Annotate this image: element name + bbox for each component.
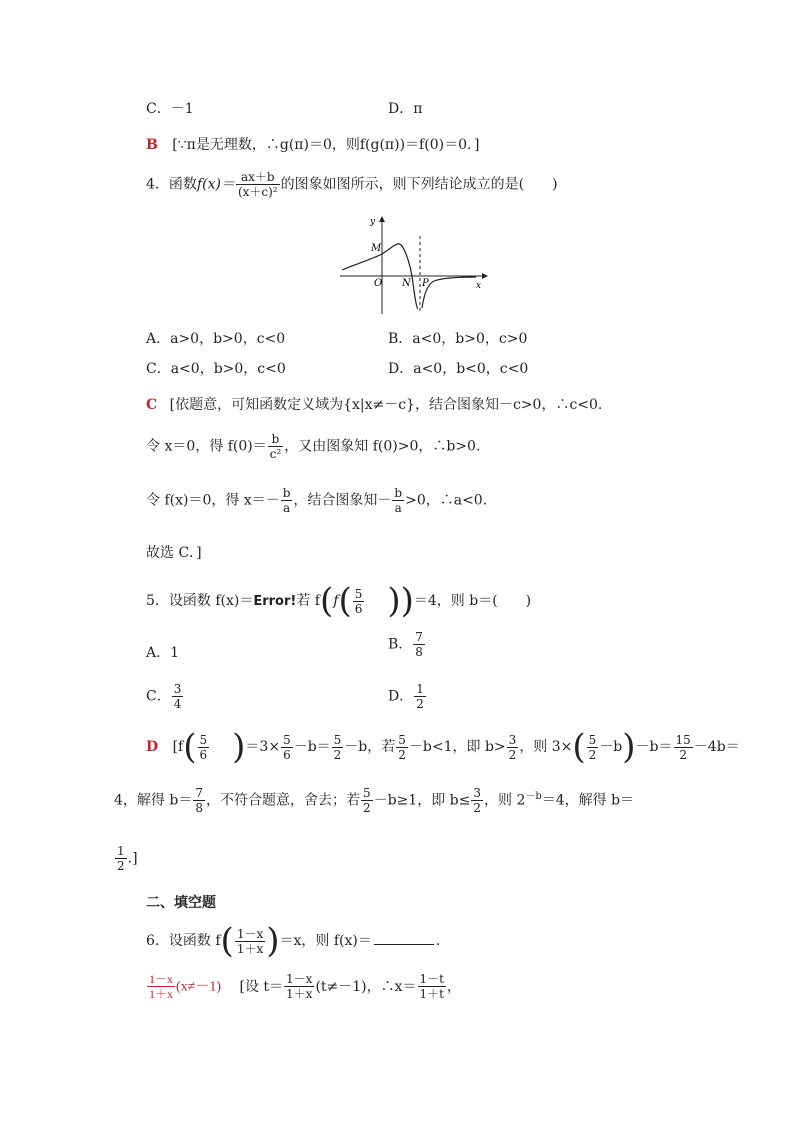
q4-answer-line4: 故选 C．] — [146, 545, 202, 561]
q6-answer — [146, 972, 461, 1001]
q4-ans3-frac1 — [281, 486, 293, 515]
q5-a2-b: ，不符合题意，舍去；若 — [205, 792, 360, 809]
q4-ans3-num2: b — [394, 486, 403, 500]
q5-a1-h: －b＝ — [635, 739, 673, 755]
q6-expl-b: (t≠－1)，∴x＝ — [315, 978, 417, 995]
q5-a2-f2d: 2 — [362, 801, 371, 815]
q3-answer — [146, 134, 479, 154]
q4-answer-line3 — [146, 486, 487, 515]
q5-a3-fn: 1 — [117, 844, 125, 858]
q6-expl-den: 1＋x — [286, 987, 313, 1001]
q5-a3-fd: 2 — [117, 859, 125, 873]
q5-a2-d: ，则 2 — [484, 792, 526, 809]
q5-a1: [f — [172, 739, 184, 755]
q5-a1-d: －b，若 — [344, 739, 396, 755]
q4-ans3-a: 令 f(x)＝0，得 x＝－ — [146, 492, 280, 509]
q3-answer-text: [∵π是无理数，∴g(π)＝0，则f(g(π))＝f(0)＝0．] — [172, 137, 480, 153]
y-axis-arrow-icon — [379, 216, 385, 222]
q5-a1-f7d: 2 — [679, 747, 687, 762]
q5-stem: 5．设函数 f(x)＝Error!若 f(f( $\frac{5}{6}$ ))＝4，则 b＝( ) — [146, 581, 532, 621]
q5-a1-f5n: 3 — [508, 732, 517, 747]
q4-frac-num: ax＋b — [236, 170, 280, 185]
q5-a1-c: －b＝ — [293, 739, 331, 755]
q6-ans-cond: (x≠－1) — [176, 979, 222, 995]
q5-stem-frac — [353, 587, 365, 616]
q5-a1-f4n: 5 — [398, 732, 406, 747]
q4-frac-den: (x＋c)² — [237, 185, 278, 199]
origin-label: O — [374, 278, 383, 289]
q6-expl-den2: 1＋t — [419, 987, 444, 1001]
q5-a1-f3n: 5 — [333, 732, 342, 747]
q5-a2-exp: －b — [525, 790, 542, 802]
q5-a1-f6d: 2 — [588, 747, 597, 762]
q4-stem-rest: 的图象如图所示，则下列结论成立的是( ) — [280, 176, 558, 193]
q5-option-d — [388, 682, 427, 711]
q5-a1-f: ，则 3× — [519, 739, 573, 755]
q5-stem-c: ＝4，则 b＝( ) — [413, 593, 532, 609]
q5-a2-f1d: 8 — [195, 801, 203, 815]
q5-optC-label: C． — [146, 688, 171, 705]
q4-option-a: A．a>0，b>0，c<0 — [146, 331, 286, 347]
q5-optC-num: 3 — [173, 682, 182, 696]
q5-optC-den: 4 — [173, 697, 182, 711]
q6-ans-den: 1＋x — [149, 987, 174, 1001]
q5-a1-f3d: 2 — [333, 747, 342, 762]
q5-a1-g: －b — [599, 739, 623, 755]
section-heading: 二、填空题 — [146, 895, 216, 911]
q5-a2-a: 4，解得 b＝ — [114, 792, 193, 809]
q4-function-graph — [336, 214, 488, 318]
q5-a1-f1n: 5 — [199, 732, 208, 747]
x-label: x — [476, 281, 482, 291]
q4-option-c: C．a<0，b>0，c<0 — [146, 361, 286, 377]
q5-a2-f3d: 2 — [473, 801, 481, 815]
q6-stem: 6．设函数 f( $\frac{1-x}{1+x}$ )＝x，则 f(x)＝ . — [146, 921, 441, 961]
q4-ans2-num: b — [268, 432, 284, 447]
q5-answer-line2 — [114, 786, 634, 815]
q5-a1-b: ＝3× — [245, 739, 281, 755]
q5-option-c — [146, 682, 184, 711]
point-p-label: P — [422, 278, 429, 289]
q5-a2-f2n: 5 — [362, 786, 371, 800]
q6-frac-den: 1＋x — [236, 941, 264, 956]
q5-option-a: A．1 — [146, 645, 180, 661]
q3-option-c: C．－1 — [146, 101, 194, 117]
q6-expl-a: [设 t＝ — [239, 978, 284, 995]
q6-expl-num: 1－x — [286, 972, 313, 986]
q4-ans3-num1: b — [282, 486, 291, 500]
q5-a2-c: －b≥1，即 b≤ — [373, 792, 471, 809]
q6-answer-blank[interactable] — [374, 944, 434, 945]
q5-error-text: Error! — [253, 594, 297, 609]
q5-stem-frac-num: 5 — [354, 586, 363, 601]
point-n-label: N — [402, 278, 411, 289]
q4-formula-fraction — [236, 170, 280, 199]
q5-option-b — [388, 630, 426, 659]
q5-a3-end: .] — [127, 850, 138, 867]
q3-option-d: D．π — [388, 101, 423, 117]
q4-number: 4．函数 — [146, 176, 197, 193]
q4-option-d: D．a<0，b<0，c<0 — [388, 361, 529, 377]
q4-ans2-den: c² — [269, 447, 282, 461]
q4-ans3-frac2 — [392, 486, 404, 515]
q5-a1-f5d: 2 — [508, 747, 517, 762]
q5-optB-den: 8 — [415, 645, 423, 659]
q5-optD-label: D． — [388, 688, 414, 705]
q4-ans2-frac — [268, 432, 284, 461]
q5-stem-a: 5．设函数 f(x)＝ — [146, 593, 254, 609]
q4-option-b: B．a<0，b>0，c>0 — [388, 331, 528, 347]
q5-answer-line3 — [114, 844, 138, 873]
q5-a2-f1n: 7 — [195, 786, 203, 800]
q5-a2-f3n: 3 — [473, 786, 481, 800]
q4-fx: f(x)＝ — [196, 176, 235, 193]
q5-optD-den: 2 — [416, 697, 424, 711]
q5-a1-f2d: 6 — [283, 747, 291, 762]
q5-paren-open: ( — [319, 581, 334, 621]
q5-a1-f4d: 2 — [398, 747, 406, 762]
q4-answer-line1 — [146, 394, 602, 414]
q4-ans2-a: 令 x＝0，得 f(0)＝ — [146, 438, 267, 455]
q3-answer-letter: B — [146, 137, 158, 153]
q6-answer-frac — [147, 972, 175, 1001]
q4-stem — [146, 170, 558, 199]
q6-expl-num2: 1－t — [419, 972, 444, 986]
q5-answer-line1: D [f( $\frac{5}{6}$ )＝3× $\frac{5}{6}$ －b＝ $\frac{5}{2}$ －b，若 $\frac{5}{2}$ －b<1，即 b> $\frac{3}{2}$ ，则 3×( $\frac{5}{2}$ －b)－b＝ $\frac{15}{2}$ －4b＝ — [146, 727, 740, 767]
q4-ans3-den1: a — [282, 501, 291, 515]
q5-stem-frac-den: 6 — [354, 601, 363, 616]
q4-answer-letter: C — [146, 397, 158, 413]
q4-answer-text1: [依题意，可知函数定义域为{x|x≠－c}，结合图象知－c>0，∴c<0. — [169, 397, 603, 413]
q5-a1-f7n: 15 — [675, 732, 691, 747]
point-m-label: M — [371, 243, 382, 254]
q6-ans-num: 1－x — [149, 972, 174, 986]
q4-ans3-c: >0，∴a<0. — [405, 492, 488, 509]
q4-answer-line2 — [146, 432, 480, 461]
q5-answer-letter: D — [146, 739, 159, 755]
q4-ans2-b: ，又由图象知 f(0)>0，∴b>0. — [284, 438, 481, 455]
q5-optB-num: 7 — [415, 630, 423, 644]
curve-right-branch — [422, 277, 476, 308]
q5-a1-i: －4b＝ — [693, 739, 740, 755]
q6-stem-a: 6．设函数 f — [146, 933, 221, 949]
q4-ans3-den2: a — [394, 501, 402, 515]
q5-a1-e: －b<1，即 b> — [408, 739, 506, 755]
q5-a1-f1d: 6 — [199, 747, 208, 762]
q5-optB-label: B． — [388, 636, 413, 653]
q5-a1-f6n: 5 — [588, 732, 597, 747]
q6-stem-b: ＝x，则 f(x)＝ — [279, 933, 372, 949]
q6-frac-num: 1－x — [236, 926, 264, 941]
q5-stem-b: 若 f — [296, 593, 320, 609]
q5-a1-f2n: 5 — [283, 732, 291, 747]
q4-ans3-b: ，结合图象知－ — [293, 492, 392, 509]
y-label: y — [370, 217, 376, 227]
q5-optD-num: 1 — [416, 682, 424, 696]
x-axis-arrow-icon — [482, 273, 488, 279]
q6-expl-c: ， — [447, 978, 461, 995]
q5-a2-e: ＝4，解得 b＝ — [541, 792, 635, 809]
q6-stem-c: . — [435, 933, 441, 949]
